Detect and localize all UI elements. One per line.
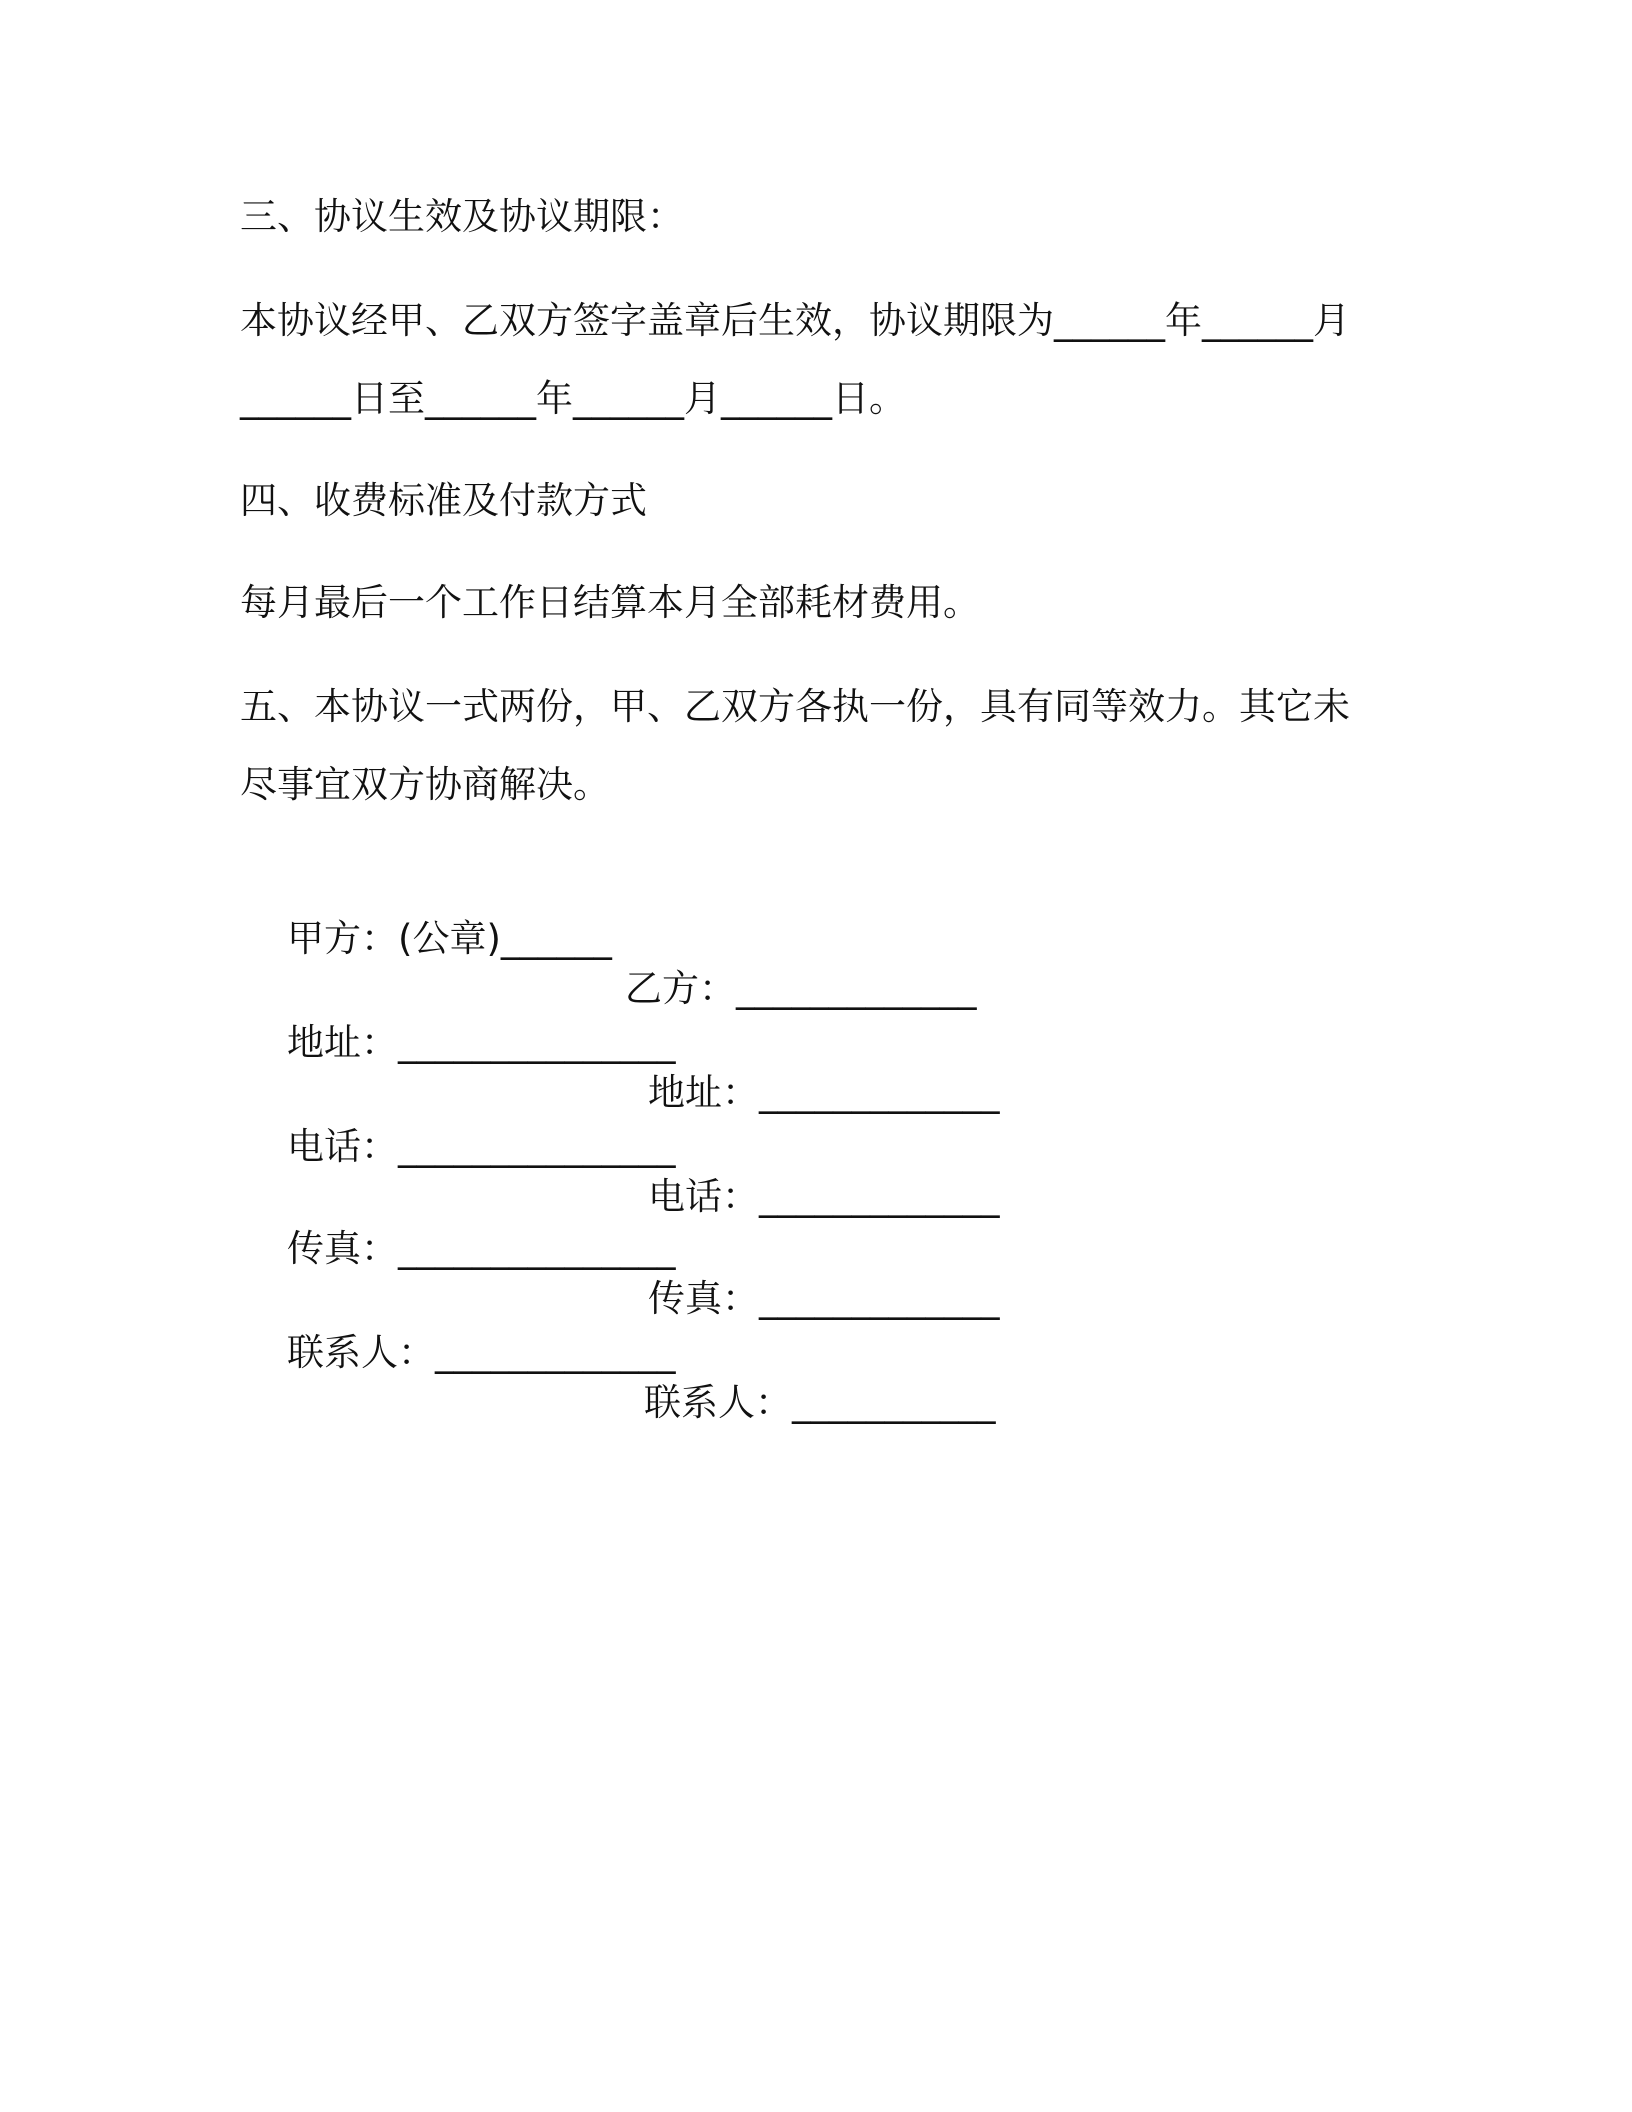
- phone-b-label: 电话：_____________: [648, 1175, 1000, 1218]
- section-5-body-line-1: 五、本协议一式两份，甲、乙双方各执一份，具有同等效力。其它未: [240, 685, 1350, 728]
- contact-b-label: 联系人：___________: [644, 1381, 996, 1424]
- section-3-body-line-1: 本协议经甲、乙双方签字盖章后生效，协议期限为______年______月: [240, 299, 1350, 342]
- address-a-label: 地址：_______________: [287, 1021, 676, 1064]
- section-3-heading: 三、协议生效及协议期限：: [240, 195, 684, 238]
- fax-b-label: 传真：_____________: [648, 1277, 1000, 1320]
- party-b-label: 乙方：_____________: [625, 967, 977, 1010]
- contact-a-label: 联系人：_____________: [287, 1331, 676, 1374]
- section-3-body-line-2: ______日至______年______月______日。: [240, 377, 906, 420]
- party-a-label: 甲方：(公章)______: [287, 917, 612, 960]
- fax-a-label: 传真：_______________: [287, 1227, 676, 1270]
- section-5-body-line-2: 尽事宜双方协商解决。: [240, 763, 610, 806]
- phone-a-label: 电话：_______________: [287, 1125, 676, 1168]
- address-b-label: 地址：_____________: [648, 1071, 1000, 1114]
- section-4-body: 每月最后一个工作日结算本月全部耗材费用。: [240, 581, 980, 624]
- section-4-heading: 四、收费标准及付款方式: [240, 479, 647, 522]
